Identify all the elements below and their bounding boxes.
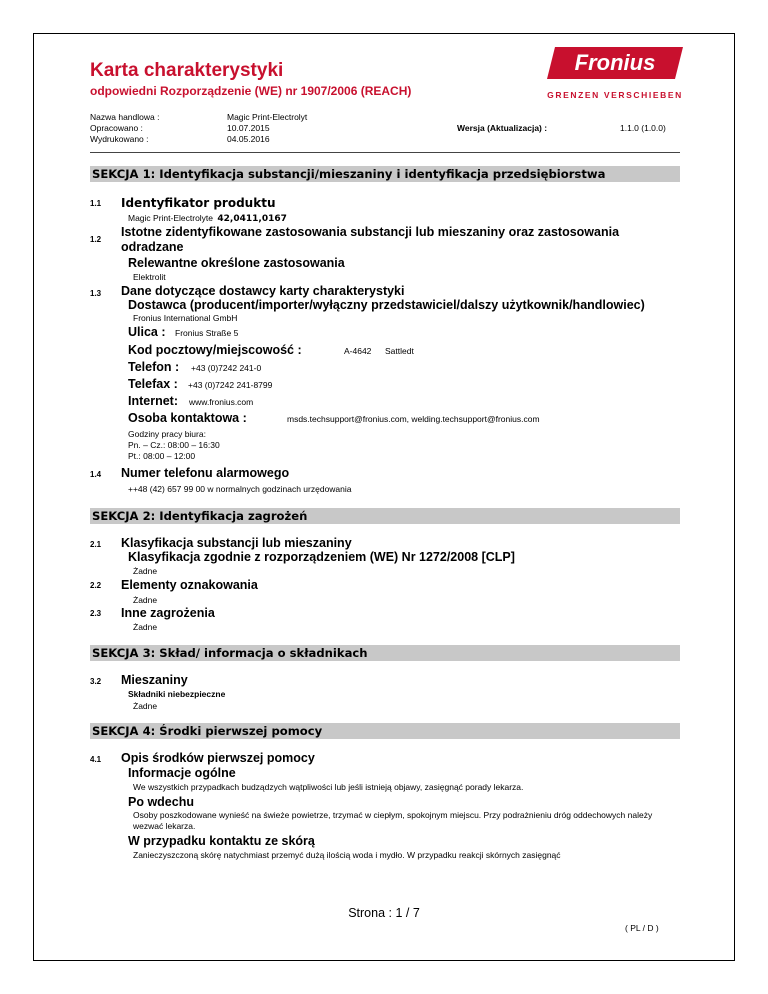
fax-value: +43 (0)7242 241-8799 [188, 380, 273, 390]
section-2-2-number: 2.2 [90, 581, 102, 590]
section-1-4-number: 1.4 [90, 470, 102, 479]
street-label: Ulica : [128, 325, 166, 339]
classification-value: Żadne [133, 566, 158, 576]
hazardous-components-value: Żadne [133, 701, 158, 711]
relevant-use-value: Elektrolit [133, 272, 166, 282]
skin-contact-heading: W przypadku kontaktu ze skórą [128, 834, 315, 848]
clp-classification-heading: Klasyfikacja zgodnie z rozporządzeniem (WE) Nr 1272/2008 [CLP] [128, 550, 515, 564]
document-title: Karta charakterystyki [90, 60, 284, 81]
postal-label: Kod pocztowy/miejscowość : [128, 343, 302, 357]
internet-label: Internet: [128, 394, 178, 408]
trade-name-value: Magic Print-Electrolyt [227, 112, 308, 122]
office-hours-weekdays: Pn. – Cz.: 08:00 – 16:30 [128, 440, 220, 450]
section-4-1-number: 4.1 [90, 755, 102, 764]
section-4-1-heading: Opis środków pierwszej pomocy [121, 751, 315, 765]
printed-date: 04.05.2016 [227, 134, 270, 144]
document-subtitle: odpowiedni Rozporządzenie (WE) nr 1907/2006 (REACH) [90, 84, 412, 98]
section-2-1-number: 2.1 [90, 540, 102, 549]
contact-emails[interactable]: msds.techsupport@fronius.com, welding.techsupport@fronius.com [287, 414, 540, 424]
section-3-2-heading: Mieszaniny [121, 673, 188, 687]
product-code: 42,0411,0167 [217, 214, 287, 224]
section-3-header: SEKCJA 3: Skład/ informacja o składnikach [90, 645, 680, 661]
relevant-uses-heading: Relewantne określone zastosowania [128, 256, 345, 270]
skin-contact-text: Zanieczyszczoną skórę natychmiast przemyć dużą ilością woda i mydło. W przypadku reakcji skórnych zasięgnąć [133, 850, 561, 860]
section-2-header: SEKCJA 2: Identyfikacja zagrożeń [90, 508, 680, 524]
printed-label: Wydrukowano : [90, 134, 149, 144]
header-divider [90, 152, 680, 153]
internet-link[interactable]: www.fronius.com [189, 397, 254, 407]
postal-code: A-4642 [344, 346, 372, 356]
section-2-3-number: 2.3 [90, 609, 102, 618]
section-3-2-number: 3.2 [90, 677, 102, 686]
hazardous-components-label: Składniki niebezpieczne [128, 689, 226, 699]
section-1-3-heading: Dane dotyczące dostawcy karty charakterystyki [121, 284, 405, 298]
brand-tagline: GRENZEN VERSCHIEBEN [547, 90, 683, 100]
phone-value: +43 (0)7242 241-0 [191, 363, 262, 373]
street-value: Fronius Straße 5 [175, 328, 239, 338]
general-info-heading: Informacje ogólne [128, 766, 236, 780]
emergency-phone: ++48 (42) 657 99 00 w normalnych godzinach urzędowania [128, 484, 352, 494]
section-1-2-number: 1.2 [90, 235, 102, 244]
trade-name-label: Nazwa handlowa : [90, 112, 160, 122]
fronius-logo [545, 45, 685, 81]
inhalation-text: Osoby poszkodowane wynieść na świeże powietrze, trzymać w ciepłym, spokojnym miejscu. Przy podrażnieniu dróg oddechowych należy wezwać lekarza. [133, 810, 653, 831]
phone-label: Telefon : [128, 360, 180, 374]
contact-label: Osoba kontaktowa : [128, 411, 247, 425]
section-2-2-heading: Elementy oznakowania [121, 578, 258, 592]
section-1-1-heading: Identyfikator produktu [121, 196, 276, 210]
fax-label: Telefax : [128, 377, 178, 391]
language-code: ( PL / D ) [625, 923, 659, 933]
svg-text:Fronius: Fronius [574, 50, 656, 75]
supplier-heading: Dostawca (producent/importer/wyłączny przedstawiciel/dalszy użytkownik/handlowiec) [128, 298, 645, 312]
prepared-date: 10.07.2015 [227, 123, 270, 133]
company-name: Fronius International GmbH [133, 313, 238, 323]
general-info-text: We wszystkich przypadkach budządzych wątpliwości lub jeśli istnieją objawy, zasięgnąć porady lekarza. [133, 782, 524, 792]
version-label: Wersja (Aktualizacja) : [457, 123, 548, 133]
section-1-header: SEKCJA 1: Identyfikacja substancji/mieszaniny i identyfikacja przedsiębiorstwa [90, 166, 680, 182]
office-hours-label: Godziny pracy biura: [128, 429, 206, 439]
product-name: Magic Print-Electrolyte 42,0411,0167 [128, 213, 287, 224]
section-2-1-heading: Klasyfikacja substancji lub mieszaniny [121, 536, 352, 550]
inhalation-heading: Po wdechu [128, 795, 194, 809]
version-value: 1.1.0 (1.0.0) [620, 123, 666, 133]
other-hazards-value: Żadne [133, 622, 158, 632]
section-2-3-heading: Inne zagrożenia [121, 606, 215, 620]
office-hours-friday: Pt.: 08:00 – 12:00 [128, 451, 196, 461]
city: Sattledt [385, 346, 414, 356]
page-number: Strona : 1 / 7 [348, 906, 420, 920]
section-4-header: SEKCJA 4: Środki pierwszej pomocy [90, 723, 680, 739]
section-1-1-number: 1.1 [90, 199, 102, 208]
label-elements-value: Żadne [133, 595, 158, 605]
section-1-4-heading: Numer telefonu alarmowego [121, 466, 290, 480]
section-1-2-heading: Istotne zidentyfikowane zastosowania substancji lub mieszaniny oraz zastosowania odradzane [121, 225, 620, 254]
section-1-3-number: 1.3 [90, 289, 102, 298]
prepared-label: Opracowano : [90, 123, 143, 133]
